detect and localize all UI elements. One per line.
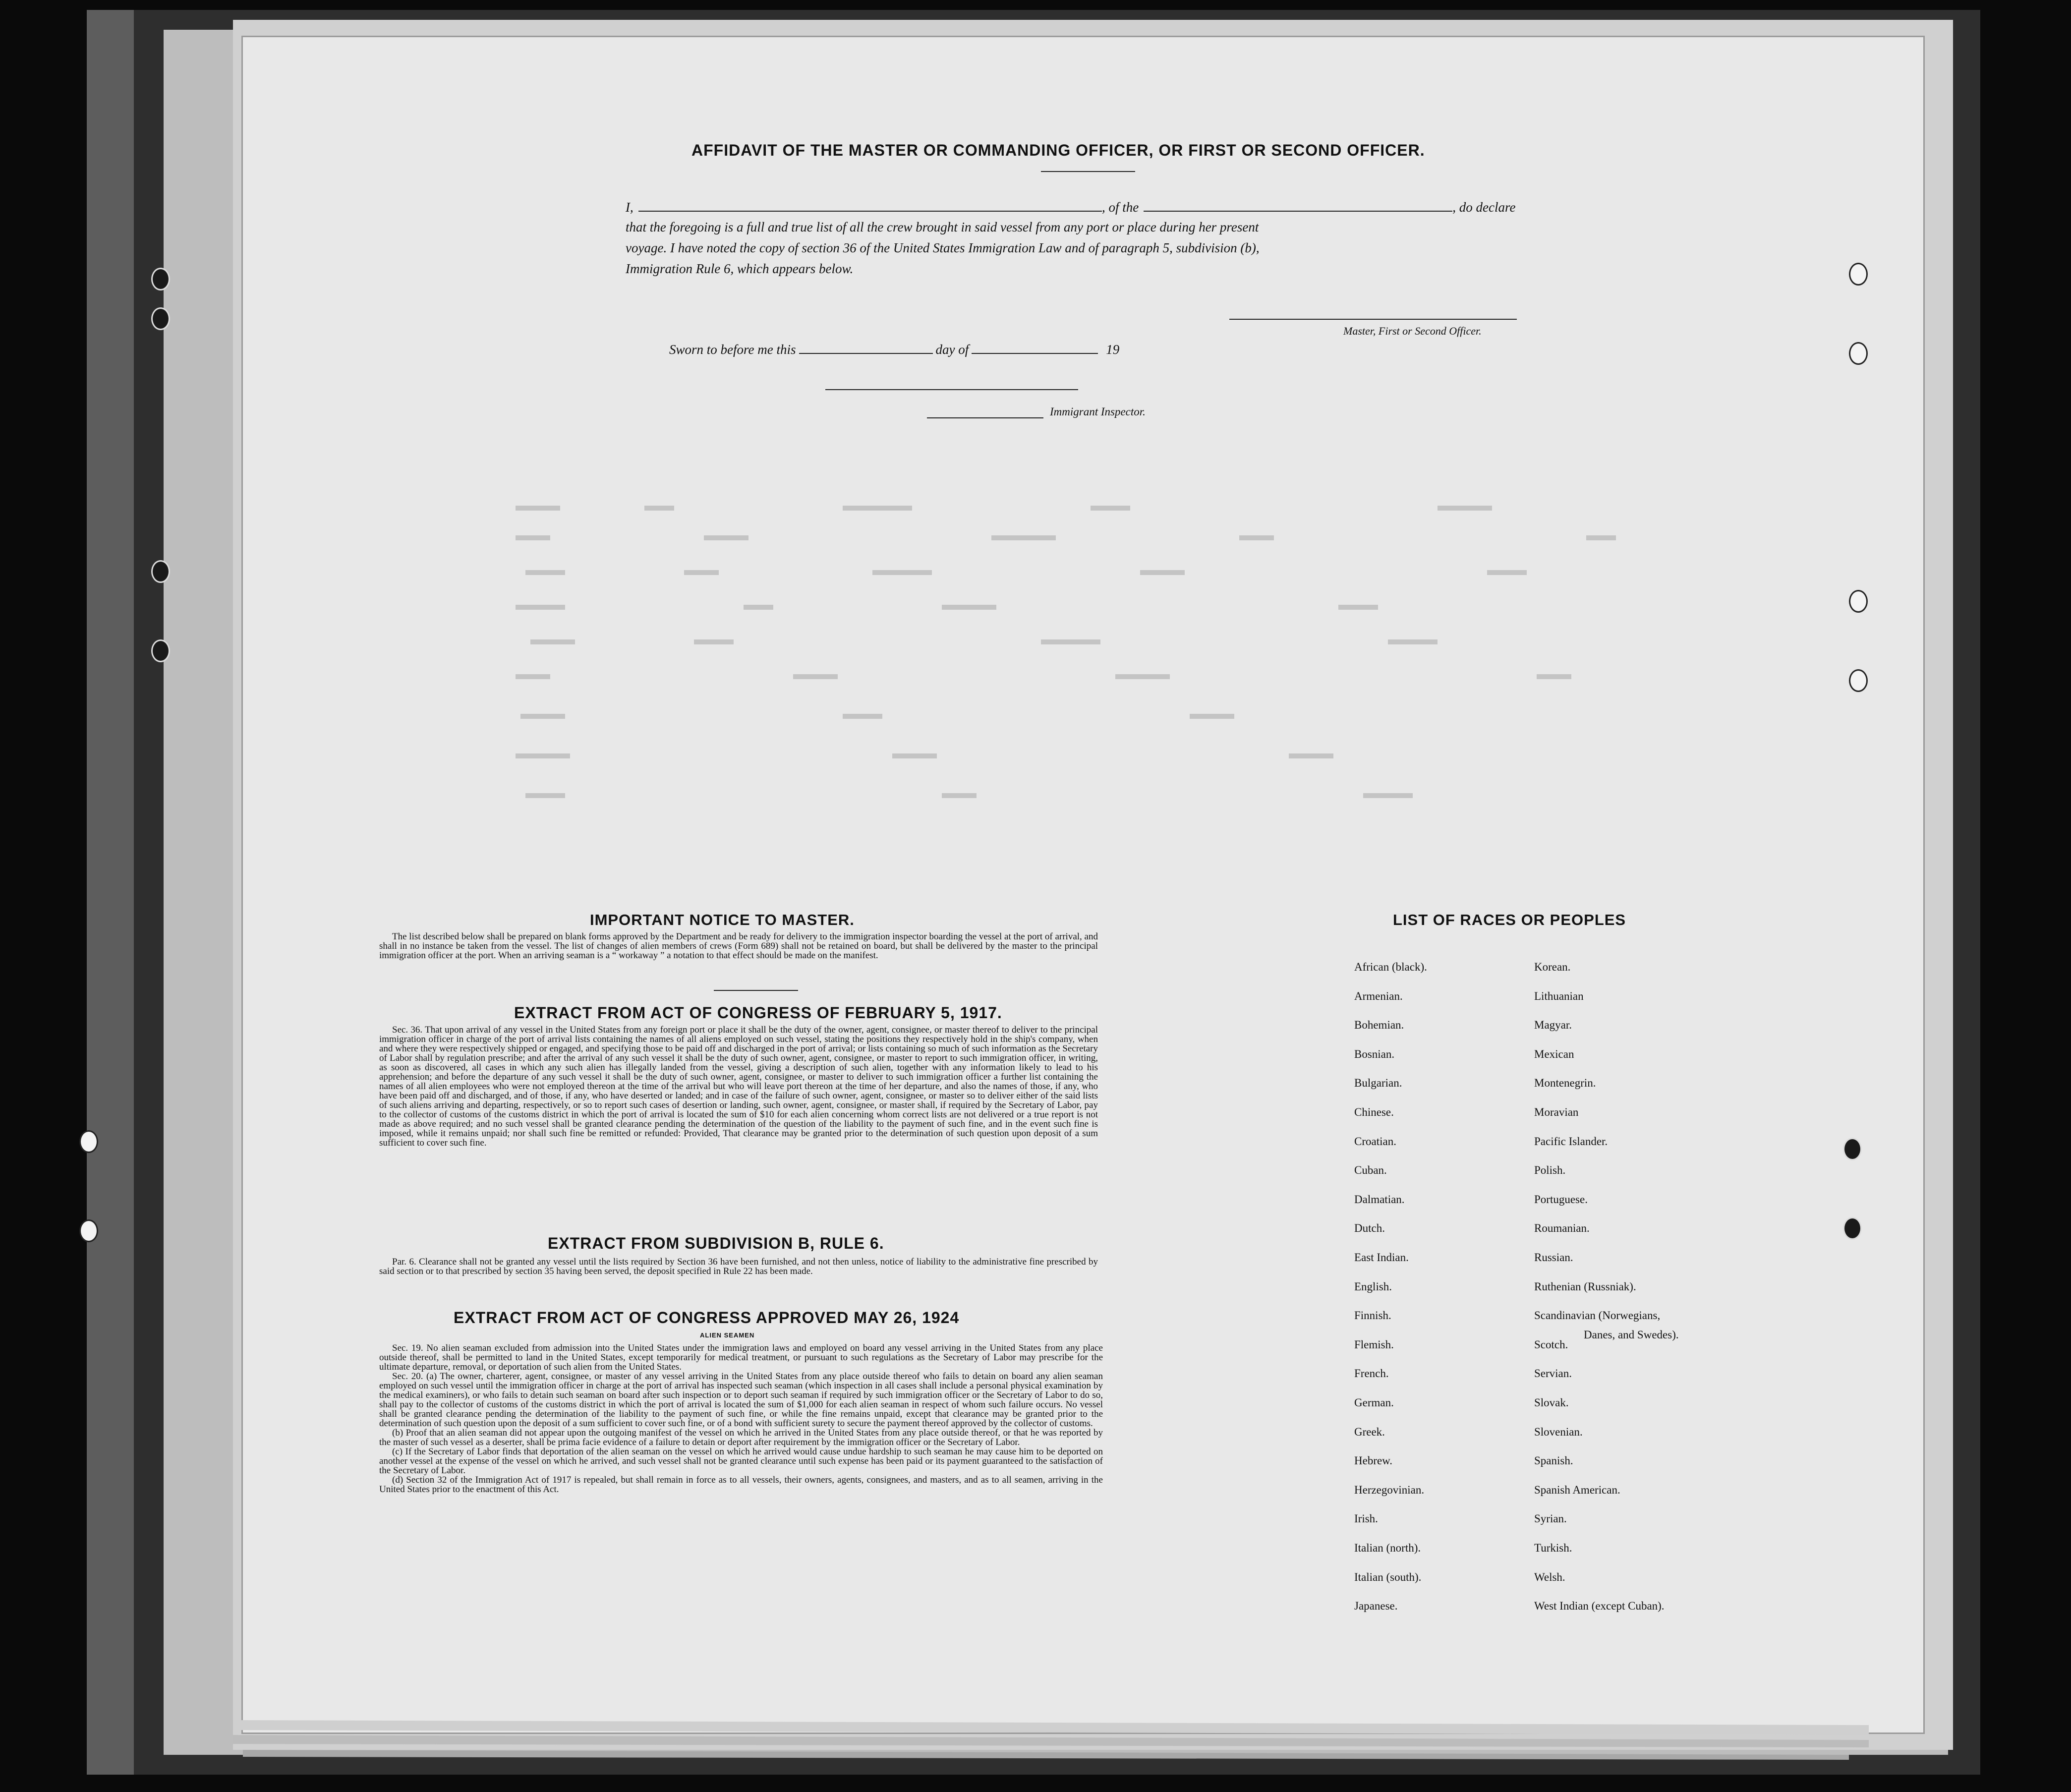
race-item: African (black). <box>1354 961 1427 973</box>
race-item: Chinese. <box>1354 1106 1394 1118</box>
section-19: Sec. 19. No alien seaman excluded from admission into the United States under the immigration laws and employed on board any vessel arriving in the United States from any place outside thereof, shall be permitted to land in the United States, except temporarily for medical treatment, or pursuant to such regulations as the Secretary of Labor may prescribe for the ultimate departure, removal, or deportation of such alien from the United States. <box>379 1343 1103 1372</box>
master-signature-line[interactable] <box>1229 319 1517 320</box>
punch-hole <box>1849 263 1868 286</box>
race-item: Armenian. <box>1354 989 1403 1002</box>
inspector-label: Immigrant Inspector. <box>1050 405 1146 418</box>
punch-hole <box>151 639 170 662</box>
race-item: Korean. <box>1534 961 1571 973</box>
do-declare-label: , do declare <box>1452 200 1516 215</box>
torn-page-edges <box>233 1705 1869 1765</box>
punch-hole <box>151 268 170 290</box>
notice-body <box>379 932 1098 960</box>
race-item: Croatian. <box>1354 1135 1396 1148</box>
affidavit-title: AFFIDAVIT OF THE MASTER OR COMMANDING OFFICER, OR FIRST OR SECOND OFFICER. <box>691 141 1425 159</box>
punch-hole <box>1849 590 1868 613</box>
race-item: Flemish. <box>1354 1338 1394 1351</box>
bleed-through-marks <box>496 496 1735 892</box>
extract-1917-title: EXTRACT FROM ACT OF CONGRESS OF FEBRUARY 5, 1917. <box>514 1004 1002 1022</box>
extract-1917-body <box>379 1025 1098 1148</box>
extract-1924-body <box>379 1343 1103 1494</box>
race-item: Dalmatian. <box>1354 1193 1405 1206</box>
race-item: Spanish American. <box>1534 1483 1620 1496</box>
rule6-text: Par. 6. Clearance shall not be granted any vessel until the lists required by Section 36 have been furnished, and not then unless, notice of liability to the administrative fine prescribed by said section or to that prescribed by section 35 having been served, the deposit specified in Rule 22 has been made. <box>379 1257 1098 1276</box>
punch-hole <box>1843 1217 1862 1240</box>
race-item: Syrian. <box>1534 1512 1567 1525</box>
race-item: Cuban. <box>1354 1164 1387 1177</box>
section-20a: Sec. 20. (a) The owner, charterer, agent, consignee, or master of any vessel arriving in the United States from any place outside thereof who fails to detain on board any alien seaman employed on such vessel until the immigration officer in charge at the port of arrival has inspected such seaman (which inspection in all cases shall include a personal physical examination by the medical examiners), or who fails to detain such seaman on board after such inspection or to deport such seaman if required by such immigration officer or the Secretary of Labor to do so, shall pay to the collector of customs of the customs district in which the port of arrival is located the sum of $1,000 for each alien seaman in respect of whom such failure occurs. No vessel shall be granted clearance pending the determination of the liability to the payment of such fine, or while the fine remains unpaid, except that clearance may be granted prior to the determination of such question upon the deposit of a sum sufficient to cover such fine, or of a bond with sufficient surety to secure the payment thereof approved by the collector of customs. <box>379 1371 1103 1429</box>
divider <box>1041 171 1135 172</box>
race-item: West Indian (except Cuban). <box>1534 1600 1665 1613</box>
punch-hole <box>151 560 170 583</box>
race-item: Ruthenian (Russniak). <box>1534 1280 1636 1293</box>
inspector-signature-line[interactable] <box>927 417 1043 418</box>
race-item: Finnish. <box>1354 1309 1391 1322</box>
of-the-label: , of the <box>1102 200 1139 215</box>
sworn-day-label: day of <box>935 342 969 357</box>
notice-text: The list described below shall be prepared on blank forms approved by the Department and be ready for delivery to the immigration inspector boarding the vessel at the port of arrival, and shall in no instance be taken from the vessel. The list of changes of alien members of crews (Form 689) shall not be retained on board, but shall be delivered by the master to the principal immigration officer at the port. When an arriving seaman is a “ workaway ” a notation to that effect should be made on the manifest. <box>379 931 1098 961</box>
extract-1924-title: EXTRACT FROM ACT OF CONGRESS APPROVED MAY 26, 1924 <box>454 1309 960 1327</box>
race-item: Japanese. <box>1354 1600 1398 1613</box>
sworn-line <box>669 342 1119 357</box>
race-item: Magyar. <box>1534 1019 1572 1032</box>
race-item-continued: Danes, and Swedes). <box>1584 1329 1679 1341</box>
section-20d: (d) Section 32 of the Immigration Act of 1917 is repealed, but shall remain in force as to all vessels, their owners, agents, consignees, and masters, and as to all seamen, arriving in the United States prior to the enactment of this Act. <box>379 1475 1103 1495</box>
race-item: Herzegovinian. <box>1354 1483 1425 1496</box>
binder-edge <box>87 10 134 1775</box>
race-item: Scandinavian (Norwegians, <box>1534 1309 1661 1322</box>
race-item: English. <box>1354 1280 1392 1293</box>
race-item: Dutch. <box>1354 1222 1385 1235</box>
race-item: Bulgarian. <box>1354 1077 1402 1090</box>
race-item: Bohemian. <box>1354 1019 1404 1032</box>
punch-hole <box>151 307 170 330</box>
race-item: Portuguese. <box>1534 1193 1588 1206</box>
affidavit-line1 <box>626 200 1515 215</box>
race-item: Turkish. <box>1534 1542 1572 1554</box>
punch-hole <box>79 1130 98 1153</box>
extract-1917-text: Sec. 36. That upon arrival of any vessel in the United States from any foreign port or place it shall be the duty of the owner, agent, consignee, or master thereof to deliver to the principal immigration officer in charge of the port of arrival lists containing the names of all aliens employed on such vessel, stating the positions they respectively hold in the ship's company, when and where they were respectively shipped or engaged, and specifying those to be paid off and discharged in the port of arrival; or lists containing so much of such information as the Secretary of Labor shall by regulation prescribe; and after the arrival of any such vessel it shall be the duty of such owner, agent, consignee, or master to report to such immigration officer, in writing, as soon as discovered, all cases in which any such alien has illegally landed from the vessel, giving a description of such alien, together with any information likely to lead to his apprehension; and before the departure of any such vessel it shall be the duty of such owner, agent, consignee, or master to deliver to such immigration officer a further list containing the names of all alien employees who were not employed thereon at the time of the arrival but who will leave port thereon at the time of her departure, and also the names of those, if any, who have been paid off and discharged, and of those, if any, who have deserted or landed; and in case of the failure of such owner, agent, consignee, or master so to deliver either of the said lists of such aliens arriving and departing, respectively, or so to report such cases of desertion or landing, such owner, agent, consignee, or master shall, if required by the Secretary of Labor, pay to the collector of customs of the customs district in which the port of arrival is located the sum of $10 for each alien concerning whom correct lists are not delivered or a true report is not made as above required; and no such vessel shall be granted clearance pending the determination of the question of the liability to the payment of such fine, and in the event such fine is imposed, while it remains unpaid; nor shall such fine be remitted or refunded: Provided, That clearance may be granted prior to the determination of such question upon deposit of a sum sufficient to cover such fine. <box>379 1025 1098 1148</box>
race-item: Polish. <box>1534 1164 1566 1177</box>
affidavit-line2: that the foregoing is a full and true list of all the crew brought in said vessel from any port or place during her present <box>626 220 1259 234</box>
alien-seamen-subtitle: ALIEN SEAMEN <box>700 1331 755 1339</box>
section-20b: (b) Proof that an alien seaman did not appear upon the outgoing manifest of the vessel on which he arrived in the United States from any place outside thereof, or that he was reported by the master of such vessel as a deserter, shall be prima facie evidence of a failure to detain or deport after requirement by the immigration officer or the Secretary of Labor. <box>379 1428 1103 1447</box>
punch-hole <box>79 1219 98 1242</box>
race-item: Irish. <box>1354 1512 1378 1525</box>
bleed-through-texture <box>496 496 1735 892</box>
race-item: Montenegrin. <box>1534 1077 1596 1090</box>
master-signature-label: Master, First or Second Officer. <box>1343 325 1482 337</box>
race-item: Scotch. <box>1534 1338 1568 1351</box>
sworn-date-blank[interactable] <box>799 353 933 354</box>
race-item: French. <box>1354 1367 1389 1380</box>
race-item: German. <box>1354 1396 1394 1409</box>
punch-hole <box>1849 669 1868 692</box>
race-item: Welsh. <box>1534 1570 1565 1583</box>
race-item: Hebrew. <box>1354 1454 1393 1467</box>
sworn-prefix: Sworn to before me this <box>669 342 796 357</box>
punch-hole <box>1843 1138 1862 1160</box>
race-item: Moravian <box>1534 1106 1579 1118</box>
divider <box>714 990 798 991</box>
sworn-month-blank[interactable] <box>972 353 1098 354</box>
race-item: Russian. <box>1534 1251 1573 1264</box>
affidavit-line4: Immigration Rule 6, which appears below. <box>626 261 854 276</box>
name-blank[interactable] <box>638 211 1102 212</box>
affidavit-line3: voyage. I have noted the copy of section 36 of the United States Immigration Law and of paragraph 5, subdivision (b), <box>626 240 1260 255</box>
race-item: East Indian. <box>1354 1251 1409 1264</box>
vessel-blank[interactable] <box>1144 211 1452 212</box>
races-title: LIST OF RACES OR PEOPLES <box>1393 911 1626 928</box>
rule6-body <box>379 1257 1098 1276</box>
race-item: Bosnian. <box>1354 1047 1395 1060</box>
race-item: Italian (south). <box>1354 1570 1422 1583</box>
pronoun-i: I, <box>626 200 633 215</box>
race-item: Slovak. <box>1534 1396 1569 1409</box>
race-item: Roumanian. <box>1534 1222 1590 1235</box>
notice-title: IMPORTANT NOTICE TO MASTER. <box>590 911 855 928</box>
inspector-signature-line-top[interactable] <box>825 389 1078 390</box>
race-item: Spanish. <box>1534 1454 1573 1467</box>
punch-hole <box>1849 342 1868 365</box>
race-item: Mexican <box>1534 1047 1574 1060</box>
rule6-title: EXTRACT FROM SUBDIVISION B, RULE 6. <box>548 1234 884 1252</box>
sworn-year: 19 <box>1106 342 1120 357</box>
race-item: Lithuanian <box>1534 989 1584 1002</box>
race-item: Servian. <box>1534 1367 1572 1380</box>
race-item: Greek. <box>1354 1425 1385 1438</box>
race-item: Italian (north). <box>1354 1542 1421 1554</box>
race-item: Slovenian. <box>1534 1425 1583 1438</box>
race-item: Pacific Islander. <box>1534 1135 1608 1148</box>
section-20c: (c) If the Secretary of Labor finds that deportation of the alien seaman on the vessel on which he arrived would cause undue hardship to such seaman he may cause him to be deported on another vessel at the expense of the vessel on which he arrived, and such vessel shall not be granted clearance until such expense has been paid or its payment guaranteed to the satisfaction of the Secretary of Labor. <box>379 1446 1103 1476</box>
